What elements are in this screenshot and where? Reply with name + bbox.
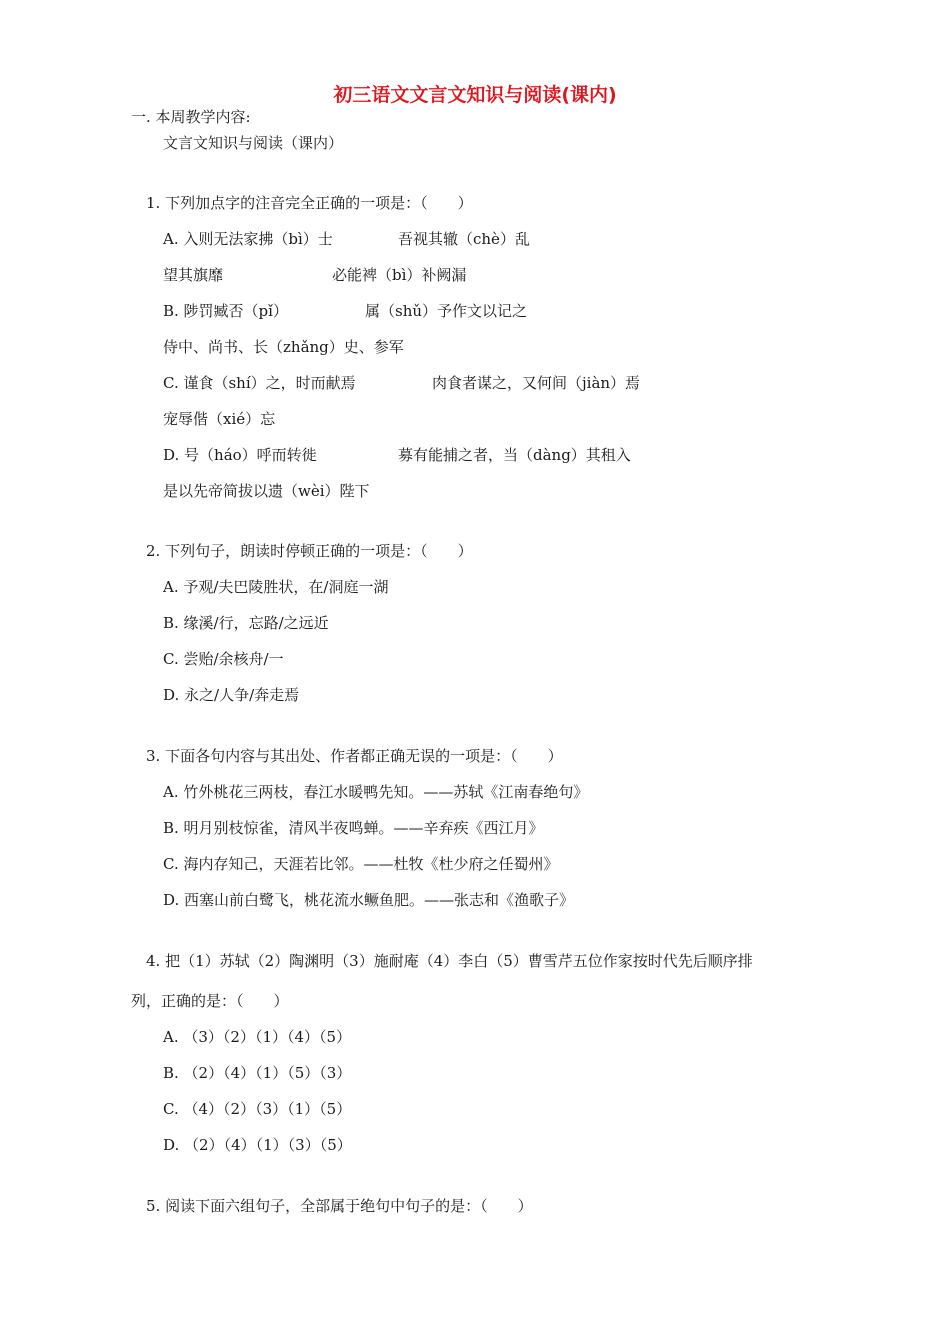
q1-option-d-right: 募有能捕之者，当（dàng）其租入 [398, 446, 631, 464]
q3-option-b: B. 明月别枝惊雀，清风半夜鸣蝉。——辛弃疾《西江月》 [163, 819, 544, 837]
q1-option-c-left: C. 谨食（shí）之，时而献焉 [163, 374, 356, 392]
q3-option-a: A. 竹外桃花三两枝，春江水暖鸭先知。——苏轼《江南春绝句》 [163, 783, 589, 801]
q1-option-d-left: D. 号（háo）呼而转徙 [163, 446, 317, 464]
question-3-stem: 3. 下面各句内容与其出处、作者都正确无误的一项是：（ ） [146, 747, 563, 765]
q2-option-d: D. 永之/人争/奔走焉 [163, 686, 300, 704]
q2-option-a: A. 予观/夫巴陵胜状，在/洞庭一湖 [163, 578, 389, 596]
q4-option-c: C. （4）（2）（3）（1）（5） [163, 1100, 352, 1118]
question-2-stem: 2. 下列句子，朗读时停顿正确的一项是：（ ） [146, 542, 473, 560]
q3-option-c: C. 海内存知己，天涯若比邻。——杜牧《杜少府之任蜀州》 [163, 855, 559, 873]
q1-option-a-right-2: 必能裨（bì）补阙漏 [332, 266, 467, 284]
section-subheading: 文言文知识与阅读（课内） [163, 134, 344, 152]
q1-option-b-left: B. 陟罚臧否（pǐ） [163, 302, 288, 320]
q1-option-b-right: 属（shǔ）予作文以记之 [365, 302, 528, 320]
document-title: 初三语文文言文知识与阅读(课内) [333, 84, 617, 106]
q3-option-d: D. 西塞山前白鹭飞，桃花流水鳜鱼肥。——张志和《渔歌子》 [163, 891, 575, 909]
question-4-stem-cont: 列，正确的是：（ ） [131, 992, 289, 1010]
q1-option-b-cont: 侍中、尚书、长（zhǎng）史、参军 [163, 338, 404, 356]
question-1-stem: 1. 下列加点字的注音完全正确的一项是：（ ） [146, 194, 473, 212]
section-heading: 一. 本周教学内容: [131, 108, 251, 126]
q4-option-b: B. （2）（4）（1）（5）（3） [163, 1064, 352, 1082]
q2-option-b: B. 缘溪/行，忘路/之远近 [163, 614, 329, 632]
q1-option-a-right: 吾视其辙（chè）乱 [398, 230, 530, 248]
q1-option-d-cont: 是以先帝简拔以遗（wèi）陛下 [163, 482, 370, 500]
q4-option-d: D. （2）（4）（1）（3）（5） [163, 1136, 352, 1154]
question-4-stem: 4. 把（1）苏轼（2）陶渊明（3）施耐庵（4）李白（5）曹雪芹五位作家按时代先后顺序排 [146, 952, 753, 970]
q1-option-c-cont: 宠辱偕（xié）忘 [163, 410, 276, 428]
q1-option-a-left-2: 望其旗靡 [163, 266, 224, 284]
q1-option-a-left: A. 入则无法家拂（bì）士 [163, 230, 333, 248]
q1-option-c-right: 肉食者谋之，又何间（jiàn）焉 [432, 374, 641, 392]
question-5-stem: 5. 阅读下面六组句子，全部属于绝句中句子的是：（ ） [146, 1197, 533, 1215]
q4-option-a: A. （3）（2）（1）（4）（5） [163, 1028, 352, 1046]
q2-option-c: C. 尝贻/余核舟/一 [163, 650, 284, 668]
